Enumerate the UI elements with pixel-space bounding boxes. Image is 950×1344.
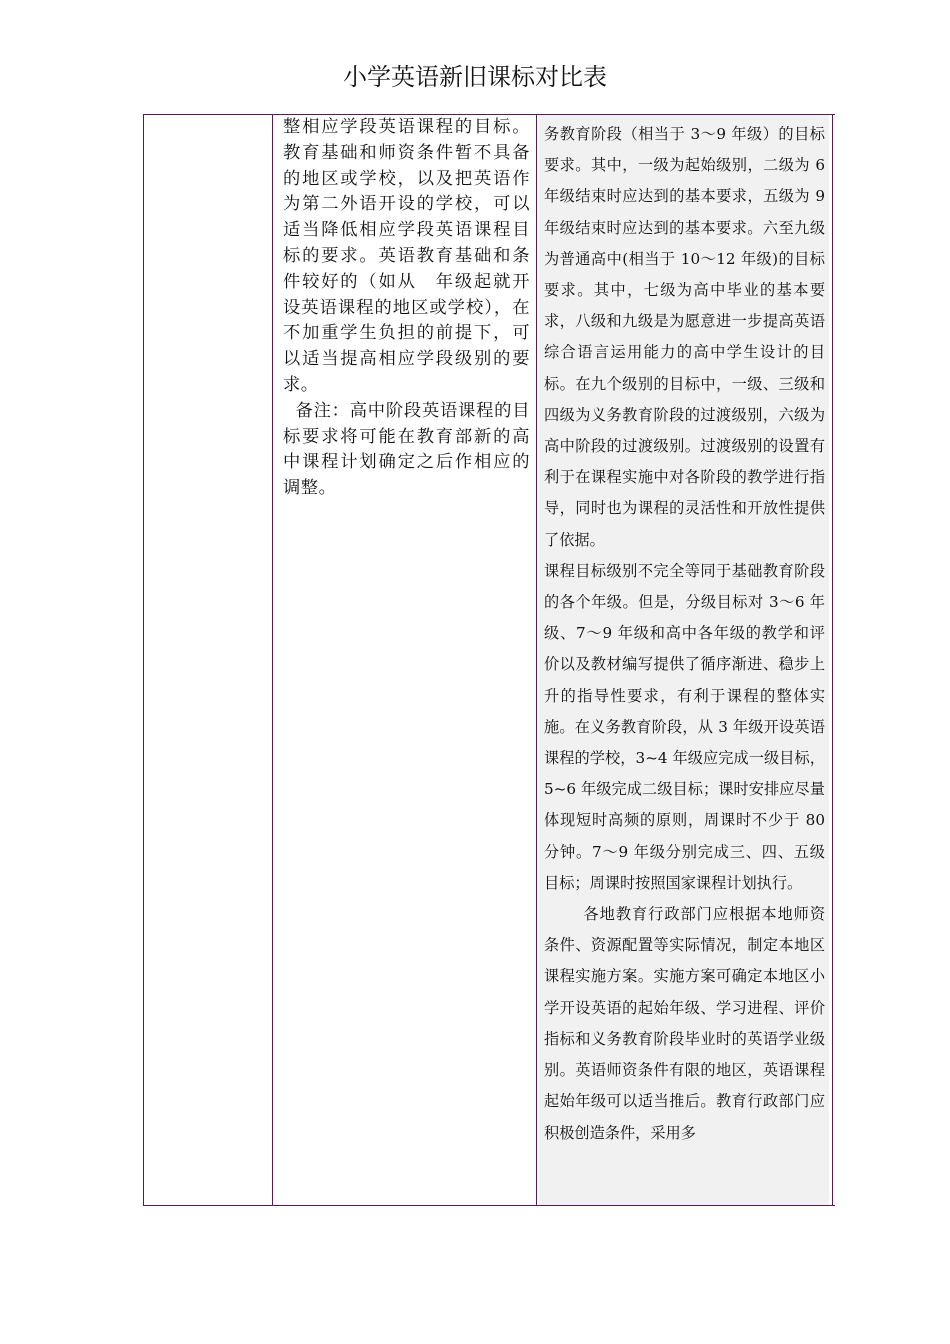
comparison-table — [143, 114, 835, 1206]
old-standard-note: 备注：高中阶段英语课程的目标要求将可能在教育部新的高中课程计划确定之后作相应的调整。 — [283, 400, 530, 499]
old-standard-paragraph-1: 整相应学段英语课程的目标。教育基础和师资条件暂不具备的地区或学校，以及把英语作为第二外语开设的学校，可以适当降低相应学段英语课程目标的要求。英语教育基础和条件较好的（如从 年级起就开设英语课程的地区或学校），在不加重学生负担的前提下，可以适当提高相应学段级别的要求。 — [283, 117, 530, 395]
new-standard-paragraph-2: 课程目标级别不完全等同于基础教育阶段的各个年级。但是，分级目标对 3～6 年级、7～9 年级和高中各年级的教学和评价以及教材编写提供了循序渐进、稳步上升的指导性要求，有利于课程的整体实施。在义务教育阶段，从 3 年级开设英语课程的学校，3~4 年级应完成一级目标，5~6 年级完成二级目标；课时安排应尽量体现短时高频的原则，周课时不少于 80 分钟。7～9 年级分别完成三、四、五级目标；周课时按照国家课程计划执行。 — [544, 561, 825, 892]
category-cell — [144, 115, 272, 1205]
old-standard-cell — [274, 115, 536, 1205]
new-standard-cell — [539, 115, 829, 1205]
page-title: 小学英语新旧课标对比表 — [343, 63, 607, 91]
table-divider-2 — [536, 115, 537, 1205]
new-standard-paragraph-3: 各地教育行政部门应根据本地师资条件、资源配置等实际情况，制定本地区课程实施方案。实施方案可确定本地区小学开设英语的起始年级、学习进程、评价指标和义务教育阶段毕业时的英语学业级别。英语师资条件有限的地区，英语课程起始年级可以适当推后。教育行政部门应积极创造条件，采用多 — [544, 905, 825, 1142]
table-divider-1 — [272, 115, 273, 1205]
table-border-right — [832, 115, 833, 1205]
old-standard-text — [283, 115, 530, 502]
new-standard-text — [544, 119, 825, 1149]
new-standard-paragraph-1: 务教育阶段（相当于 3～9 年级）的目标要求。其中，一级为起始级别，二级为 6 年级结束时应达到的基本要求，五级为 9 年级结束时应达到的基本要求。六至九级为普通高中(相当于 10～12 年级)的目标要求。其中，七级为高中毕业的基本要求，八级和九级是为愿意进一步提高英语综合语言运用能力的高中学生设计的目标。在九个级别的目标中，一级、三级和四级为义务教育阶段的过渡级别，六级为高中阶段的过渡级别。过渡级别的设置有利于在课程实施中对各阶段的教学进行指导，同时也为课程的灵活性和开放性提供了依据。 — [544, 125, 825, 549]
